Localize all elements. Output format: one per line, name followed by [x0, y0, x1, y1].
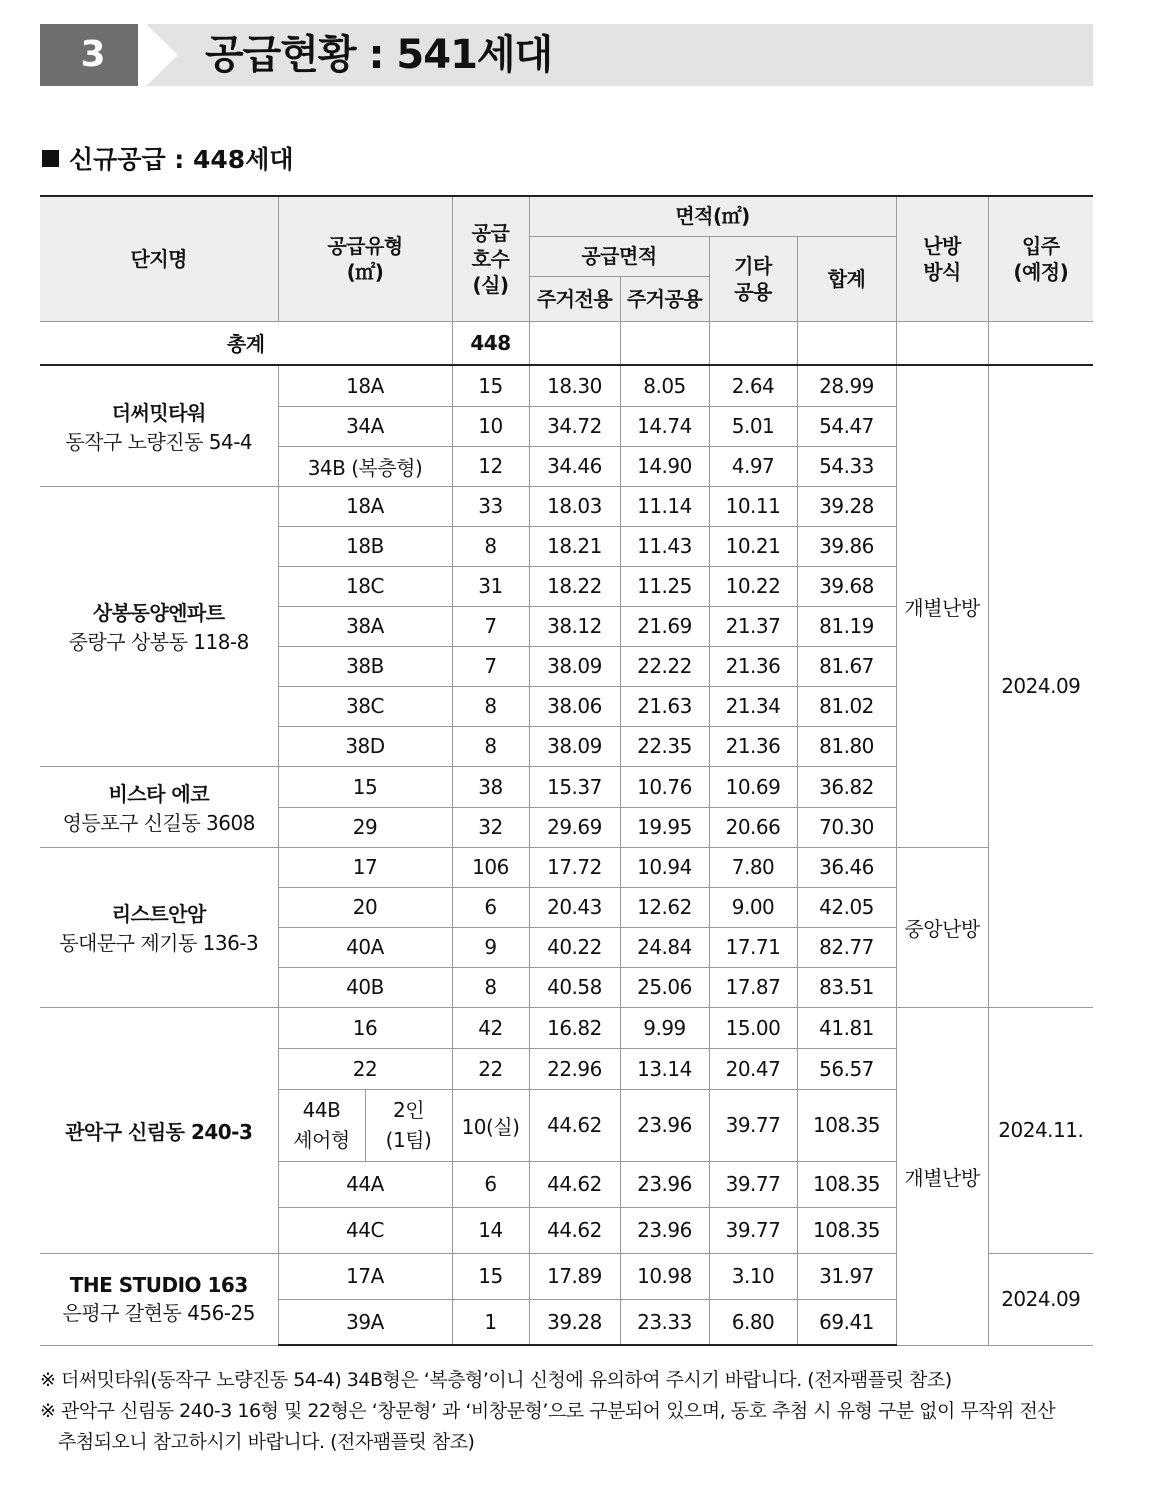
private-area-cell: 18.21	[529, 526, 620, 566]
empty-cell	[620, 321, 709, 365]
other-common-cell: 10.11	[709, 486, 797, 526]
other-common-cell: 10.69	[709, 766, 797, 807]
section-heading	[42, 140, 294, 176]
heating-cell: 개별난방	[896, 1007, 988, 1345]
supply-type-sub-cell: 2인 (1팀)	[365, 1089, 452, 1161]
supply-type-cell: 20	[278, 887, 452, 927]
supply-table	[40, 195, 1093, 1346]
complex-cell	[40, 1253, 278, 1345]
common-area-cell: 8.05	[620, 365, 709, 406]
common-area-cell: 10.98	[620, 1253, 709, 1299]
supply-units-cell: 7	[452, 646, 529, 686]
private-area-cell: 17.72	[529, 847, 620, 887]
total-area-cell: 36.46	[797, 847, 896, 887]
total-area-cell: 28.99	[797, 365, 896, 406]
supply-units-cell: 15	[452, 365, 529, 406]
supply-units-cell: 8	[452, 726, 529, 766]
private-area-cell: 20.43	[529, 887, 620, 927]
common-area-cell: 23.96	[620, 1089, 709, 1161]
header-move-in-text: 입주 (예정)	[1013, 233, 1069, 284]
supply-units-cell: 106	[452, 847, 529, 887]
private-area-cell: 40.58	[529, 967, 620, 1007]
supply-type-cell: 34A	[278, 406, 452, 446]
total-label: 총계	[40, 321, 452, 365]
supply-type-cell: 40B	[278, 967, 452, 1007]
private-area-cell: 39.28	[529, 1299, 620, 1345]
private-area-cell: 22.96	[529, 1048, 620, 1089]
common-area-cell: 21.63	[620, 686, 709, 726]
header-supply-type-text: 공급유형 (㎡)	[327, 233, 403, 284]
empty-cell	[709, 321, 797, 365]
supply-type-cell: 40A	[278, 927, 452, 967]
page-title: 공급현황 : 541세대	[205, 32, 553, 78]
private-area-cell: 15.37	[529, 766, 620, 807]
other-common-cell: 2.64	[709, 365, 797, 406]
footnote: ※ 관악구 신림동 240-3 16형 및 22형은 ‘창문형’ 과 ‘비창문형’으로 구분되어 있으며, 동호 추첨 시 유형 구분 없이 무작위 전산	[40, 1400, 1056, 1422]
supply-units-cell: 8	[452, 686, 529, 726]
private-area-cell: 29.69	[529, 807, 620, 847]
other-common-cell: 17.71	[709, 927, 797, 967]
supply-type-cell: 44C	[278, 1207, 452, 1253]
common-area-cell: 23.33	[620, 1299, 709, 1345]
complex-address: 은평구 갈현동 456-25	[62, 1300, 255, 1325]
total-area-cell: 69.41	[797, 1299, 896, 1345]
complex-address: 동작구 노량진동 54-4	[65, 429, 253, 454]
common-area-cell: 19.95	[620, 807, 709, 847]
supply-units-cell: 10	[452, 406, 529, 446]
total-area-cell: 31.97	[797, 1253, 896, 1299]
heating-cell: 중앙난방	[896, 847, 988, 1007]
other-common-cell: 15.00	[709, 1007, 797, 1048]
supply-type-cell: 44A	[278, 1161, 452, 1207]
total-area-cell: 42.05	[797, 887, 896, 927]
total-area-cell: 82.77	[797, 927, 896, 967]
other-common-cell: 10.21	[709, 526, 797, 566]
complex-name: 비스타 에코	[108, 781, 210, 806]
supply-type-cell: 34B (복층형)	[278, 446, 452, 486]
supply-type-cell: 38B	[278, 646, 452, 686]
supply-units-cell: 38	[452, 766, 529, 807]
square-bullet-icon	[42, 150, 59, 167]
supply-units-cell: 6	[452, 1161, 529, 1207]
total-area-cell: 81.02	[797, 686, 896, 726]
private-area-cell: 38.09	[529, 646, 620, 686]
other-common-cell: 21.36	[709, 726, 797, 766]
move-in-cell: 2024.09	[988, 365, 1093, 1007]
common-area-cell: 11.25	[620, 566, 709, 606]
supply-units-cell: 32	[452, 807, 529, 847]
private-area-cell: 40.22	[529, 927, 620, 967]
private-area-cell: 38.06	[529, 686, 620, 726]
supply-units-cell: 9	[452, 927, 529, 967]
total-area-cell: 54.33	[797, 446, 896, 486]
common-area-cell: 14.90	[620, 446, 709, 486]
supply-units-cell: 6	[452, 887, 529, 927]
total-area-cell: 41.81	[797, 1007, 896, 1048]
private-area-cell: 18.03	[529, 486, 620, 526]
supply-type-cell: 17A	[278, 1253, 452, 1299]
total-units: 448	[452, 321, 529, 365]
supply-type-cell: 44B 셰어형	[278, 1089, 365, 1161]
complex-name: 더써밋타워	[111, 400, 206, 425]
common-area-cell: 13.14	[620, 1048, 709, 1089]
other-common-cell: 3.10	[709, 1253, 797, 1299]
private-area-cell: 44.62	[529, 1089, 620, 1161]
other-common-cell: 5.01	[709, 406, 797, 446]
private-area-cell: 44.62	[529, 1161, 620, 1207]
supply-type-cell: 29	[278, 807, 452, 847]
complex-name: 리스트안암	[111, 902, 206, 926]
supply-units-cell: 1	[452, 1299, 529, 1345]
supply-type-cell: 18A	[278, 365, 452, 406]
supply-type-cell: 18C	[278, 566, 452, 606]
header-other-common	[709, 236, 797, 321]
total-area-cell: 108.35	[797, 1207, 896, 1253]
total-area-cell: 81.19	[797, 606, 896, 646]
complex-cell	[40, 486, 278, 766]
complex-address: 영등포구 신길동 3608	[62, 810, 255, 835]
complex-name: 관악구 신림동 240-3	[65, 1119, 253, 1144]
header-supply-units	[452, 196, 529, 321]
other-common-cell: 10.22	[709, 566, 797, 606]
total-area-cell: 39.86	[797, 526, 896, 566]
common-area-cell: 14.74	[620, 406, 709, 446]
header-supply-units-text: 공급 호수 (실)	[471, 220, 510, 297]
supply-units-cell: 15	[452, 1253, 529, 1299]
supply-units-cell: 12	[452, 446, 529, 486]
total-area-cell: 39.68	[797, 566, 896, 606]
supply-type-cell: 15	[278, 766, 452, 807]
supply-type-cell: 39A	[278, 1299, 452, 1345]
supply-type-cell: 38C	[278, 686, 452, 726]
common-area-cell: 22.22	[620, 646, 709, 686]
move-in-cell: 2024.11.	[988, 1007, 1093, 1253]
footnotes	[40, 1365, 1100, 1458]
empty-cell	[797, 321, 896, 365]
complex-cell	[40, 365, 278, 486]
other-common-cell: 21.36	[709, 646, 797, 686]
private-area-cell: 38.09	[529, 726, 620, 766]
common-area-cell: 12.62	[620, 887, 709, 927]
complex-cell	[40, 1007, 278, 1253]
other-common-cell: 4.97	[709, 446, 797, 486]
total-area-cell: 56.57	[797, 1048, 896, 1089]
header-other-common-text: 기타 공용	[734, 253, 772, 304]
other-common-cell: 6.80	[709, 1299, 797, 1345]
header-complex: 단지명	[40, 196, 278, 321]
common-area-cell: 24.84	[620, 927, 709, 967]
total-area-cell: 81.67	[797, 646, 896, 686]
empty-cell	[896, 321, 988, 365]
total-area-cell: 70.30	[797, 807, 896, 847]
complex-address: 중랑구 상봉동 118-8	[68, 630, 249, 654]
header-heating-text: 난방 방식	[923, 233, 961, 284]
private-area-cell: 34.46	[529, 446, 620, 486]
common-area-cell: 10.94	[620, 847, 709, 887]
other-common-cell: 20.47	[709, 1048, 797, 1089]
complex-cell	[40, 847, 278, 1007]
footnote: ※ 더써밋타워(동작구 노량진동 54-4) 34B형은 ‘복층형’이니 신청에 유의하여 주시기 바랍니다. (전자팸플릿 참조)	[40, 1369, 952, 1391]
header-supply-type	[278, 196, 452, 321]
common-area-cell: 23.96	[620, 1207, 709, 1253]
total-area-cell: 39.28	[797, 486, 896, 526]
other-common-cell: 39.77	[709, 1207, 797, 1253]
other-common-cell: 39.77	[709, 1089, 797, 1161]
empty-cell	[529, 321, 620, 365]
other-common-cell: 21.34	[709, 686, 797, 726]
supply-units-cell: 31	[452, 566, 529, 606]
other-common-cell: 7.80	[709, 847, 797, 887]
common-area-cell: 21.69	[620, 606, 709, 646]
supply-type-cell: 38D	[278, 726, 452, 766]
empty-cell	[988, 321, 1093, 365]
header-common-area: 주거공용	[620, 276, 709, 321]
other-common-cell: 21.37	[709, 606, 797, 646]
supply-type-cell: 18B	[278, 526, 452, 566]
common-area-cell: 9.99	[620, 1007, 709, 1048]
private-area-cell: 17.89	[529, 1253, 620, 1299]
private-area-cell: 18.22	[529, 566, 620, 606]
supply-type-cell: 17	[278, 847, 452, 887]
header-total-area: 합계	[797, 236, 896, 321]
supply-type-cell: 16	[278, 1007, 452, 1048]
complex-cell	[40, 766, 278, 847]
common-area-cell: 22.35	[620, 726, 709, 766]
supply-units-cell: 42	[452, 1007, 529, 1048]
header-banner	[40, 24, 1093, 86]
common-area-cell: 11.14	[620, 486, 709, 526]
header-move-in	[988, 196, 1093, 321]
header-private-area: 주거전용	[529, 276, 620, 321]
header-supply-area: 공급면적	[529, 236, 709, 276]
heating-cell: 개별난방	[896, 365, 988, 847]
other-common-cell: 9.00	[709, 887, 797, 927]
supply-units-cell: 8	[452, 967, 529, 1007]
common-area-cell: 25.06	[620, 967, 709, 1007]
private-area-cell: 44.62	[529, 1207, 620, 1253]
private-area-cell: 34.72	[529, 406, 620, 446]
total-area-cell: 54.47	[797, 406, 896, 446]
supply-units-cell: 33	[452, 486, 529, 526]
common-area-cell: 11.43	[620, 526, 709, 566]
header-area: 면적(㎡)	[529, 196, 896, 236]
footnote-continuation: 추첨되오니 참고하시기 바랍니다. (전자팸플릿 참조)	[58, 1431, 475, 1453]
section-number: 3	[80, 34, 106, 75]
move-in-cell: 2024.09	[988, 1253, 1093, 1345]
other-common-cell: 17.87	[709, 967, 797, 1007]
supply-type-cell: 22	[278, 1048, 452, 1089]
complex-address: 동대문구 제기동 136-3	[59, 931, 259, 955]
total-area-cell: 36.82	[797, 766, 896, 807]
private-area-cell: 38.12	[529, 606, 620, 646]
private-area-cell: 18.30	[529, 365, 620, 406]
supply-units-cell: 14	[452, 1207, 529, 1253]
common-area-cell: 23.96	[620, 1161, 709, 1207]
complex-name: 상봉동양엔파트	[92, 601, 225, 625]
total-area-cell: 81.80	[797, 726, 896, 766]
complex-name: THE STUDIO 163	[69, 1272, 248, 1297]
supply-units-cell: 7	[452, 606, 529, 646]
header-heating	[896, 196, 988, 321]
supply-type-cell: 18A	[278, 486, 452, 526]
section-title: 신규공급 : 448세대	[69, 145, 294, 174]
other-common-cell: 20.66	[709, 807, 797, 847]
supply-units-cell: 10(실)	[452, 1089, 529, 1161]
other-common-cell: 39.77	[709, 1161, 797, 1207]
supply-units-cell: 8	[452, 526, 529, 566]
private-area-cell: 16.82	[529, 1007, 620, 1048]
supply-units-cell: 22	[452, 1048, 529, 1089]
total-area-cell: 108.35	[797, 1161, 896, 1207]
total-area-cell: 83.51	[797, 967, 896, 1007]
total-area-cell: 108.35	[797, 1089, 896, 1161]
supply-type-cell: 38A	[278, 606, 452, 646]
common-area-cell: 10.76	[620, 766, 709, 807]
